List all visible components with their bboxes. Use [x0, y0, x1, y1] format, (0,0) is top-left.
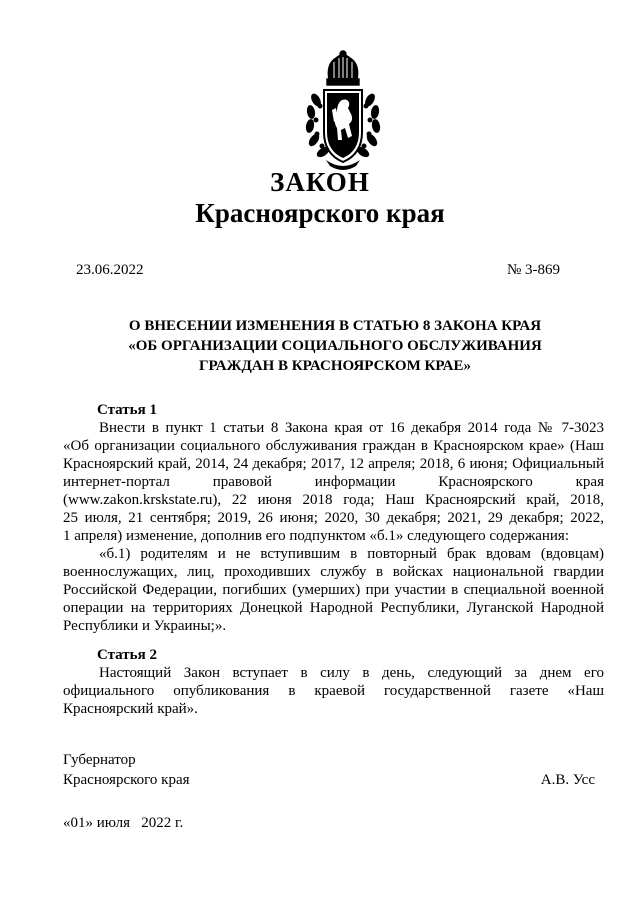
body-line: интернет-портал правовой информации Красноярского края [63, 474, 604, 490]
region-heading: Красноярского края [195, 198, 445, 228]
coat-of-arms-emblem [296, 50, 390, 172]
signing-date: «01» июля 2022 г. [63, 815, 184, 831]
law-title [100, 316, 570, 376]
body-line: 1 апреля) изменение, дополнив его подпунктом «б.1» следующего содержания: [63, 528, 569, 544]
body-line: Красноярский край». [63, 701, 198, 717]
body-line: 25 июля, 21 сентября; 2019, 26 июня; 2020, 30 декабря; 2021, 29 декабря; 2022, [63, 510, 604, 526]
signatory-position: Губернатор [63, 752, 136, 768]
signatory-name: А.В. Усс [540, 772, 595, 788]
body-line: «б.1) родителям и не вступившим в повторный брак вдовам (вдовцам) [99, 546, 604, 562]
body-line: Внести в пункт 1 статьи 8 Закона края от 16 декабря 2014 года № 7-3023 [99, 420, 604, 436]
body-line: военнослужащих, лиц, проходивших службу в войсках национальной гвардии [63, 564, 604, 580]
law-number: № 3-869 [506, 262, 560, 278]
law-date: 23.06.2022 [76, 262, 144, 278]
law-title-line: ГРАЖДАН В КРАСНОЯРСКОМ КРАЕ» [199, 358, 471, 374]
article-1-body [63, 420, 604, 634]
law-title-line: О ВНЕСЕНИИ ИЗМЕНЕНИЯ В СТАТЬЮ 8 ЗАКОНА КРАЯ [128, 318, 542, 334]
body-line: «Об организации социального обслуживания граждан в Красноярском крае» (Наш [63, 438, 604, 454]
signatory-region: Красноярского края [63, 772, 190, 788]
article-2-heading: Статья 2 [97, 647, 157, 663]
law-heading: ЗАКОН [270, 167, 370, 197]
law-title-line: «ОБ ОРГАНИЗАЦИИ СОЦИАЛЬНОГО ОБСЛУЖИВАНИЯ [128, 338, 542, 354]
body-line: Настоящий Закон вступает в силу в день, следующий за днем его [99, 665, 604, 681]
body-line: операции на территориях Донецкой Народной Республики, Луганской Народной [63, 600, 604, 616]
body-line: Российской Федерации, погибших (умерших) при участии в специальной военной [63, 582, 604, 598]
body-line: Республики и Украины;». [63, 618, 227, 634]
body-line: (www.zakon.krskstate.ru), 22 июня 2018 года; Наш Красноярский край, 2018, [63, 492, 604, 508]
body-line: Красноярский край, 2014, 24 декабря; 2017, 12 апреля; 2018, 6 июня; Официальный [63, 456, 604, 472]
article-2-body [63, 665, 604, 725]
article-1-heading: Статья 1 [97, 402, 157, 418]
body-line: официального опубликования в краевой государственной газете «Наш [63, 683, 604, 699]
